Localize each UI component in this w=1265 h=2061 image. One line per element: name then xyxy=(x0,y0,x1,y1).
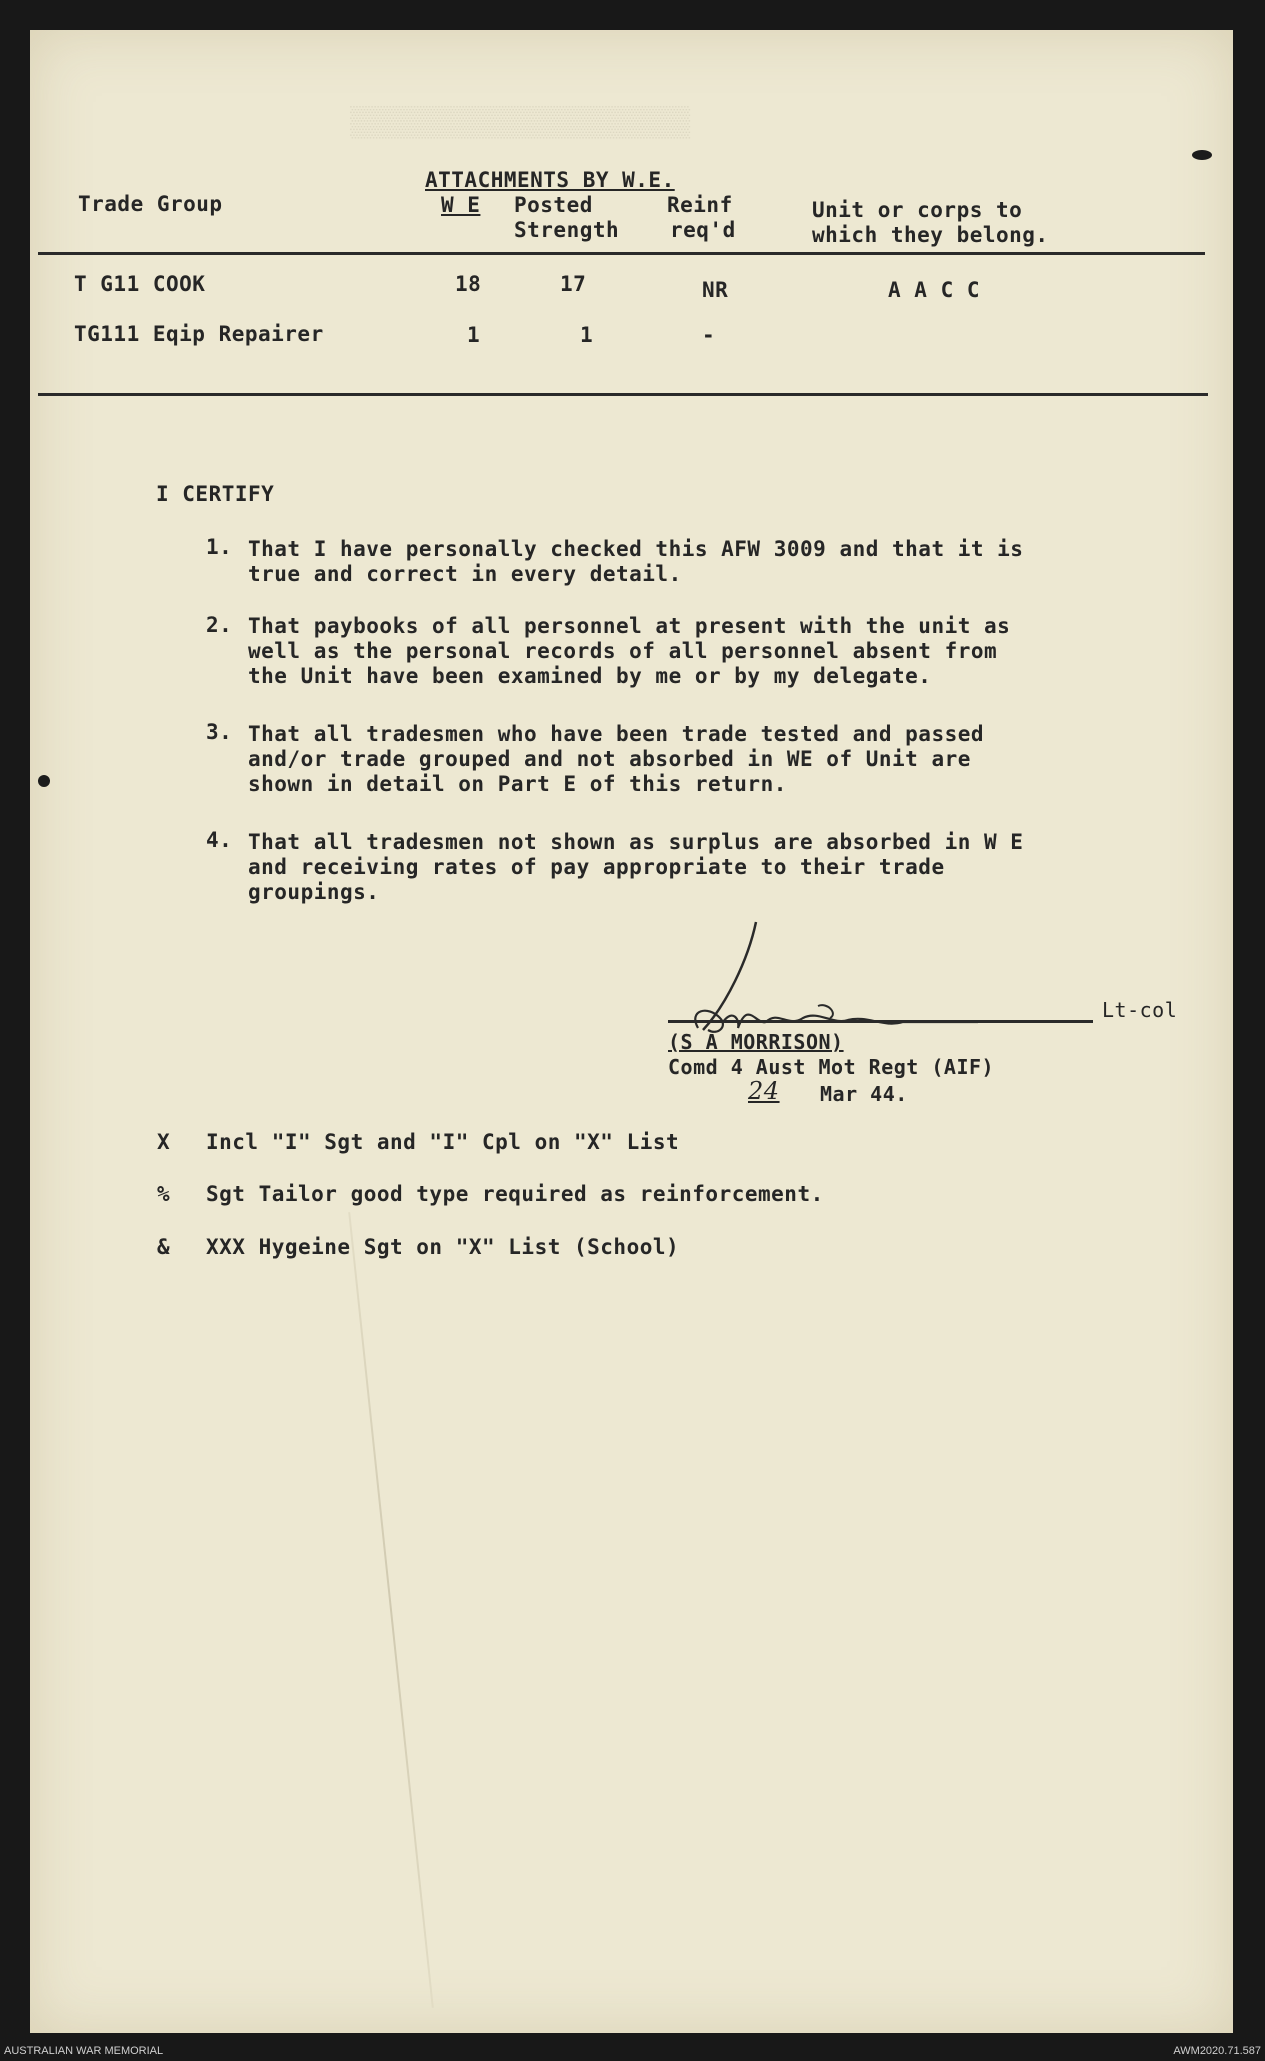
note-text: Incl "I" Sgt and "I" Cpl on "X" List xyxy=(206,1130,680,1154)
item-line: That all tradesmen who have been trade tested and passed xyxy=(248,722,985,746)
item-line: That paybooks of all personnel at present with the unit as xyxy=(248,614,1011,638)
row-1-reinf: NR xyxy=(702,278,729,302)
item-line: the Unit have been examined by me or by my delegate. xyxy=(248,664,932,688)
col-trade-group: Trade Group xyxy=(78,192,223,216)
item-line: That I have personally checked this AFW 3009 and that it is xyxy=(248,537,1024,561)
punch-hole xyxy=(38,775,50,787)
item-line: well as the personal records of all personnel absent from xyxy=(248,639,998,663)
row-1-trade: T G11 COOK xyxy=(74,272,206,296)
row-2-posted: 1 xyxy=(580,323,594,347)
signatory-rank: Lt-col xyxy=(1102,998,1178,1022)
col-unit-1: Unit or corps to xyxy=(812,198,1023,222)
item-number: 2. xyxy=(206,613,233,637)
col-reinf-2: req'd xyxy=(670,218,736,242)
item-line: and/or trade grouped and not absorbed in WE of Unit are xyxy=(248,747,971,771)
note-mark: % xyxy=(157,1182,171,1206)
header-rule xyxy=(38,252,1205,255)
note-text: Sgt Tailor good type required as reinforcement. xyxy=(206,1182,824,1206)
col-we: W E xyxy=(441,193,481,217)
row-1-unit: A A C C xyxy=(888,278,981,302)
row-2-we: 1 xyxy=(467,323,481,347)
col-reinf-1: Reinf xyxy=(667,193,733,217)
show-through-text: ▒▒▒▒▒▒▒▒▒▒▒▒▒▒▒▒ xyxy=(350,105,691,138)
table-bottom-rule xyxy=(38,393,1208,396)
footer-accession-number: AWM2020.71.587 xyxy=(1173,2045,1261,2057)
item-line: shown in detail on Part E of this return. xyxy=(248,772,787,796)
certify-heading: I CERTIFY xyxy=(156,482,275,506)
row-2-reinf: - xyxy=(702,323,716,347)
col-unit-2: which they belong. xyxy=(812,223,1049,247)
item-number: 3. xyxy=(206,720,233,744)
note-text: XXX Hygeine Sgt on "X" List (School) xyxy=(206,1235,680,1259)
item-line: That all tradesmen not shown as surplus are absorbed in W E xyxy=(248,830,1024,854)
row-2-trade: TG111 Eqip Repairer xyxy=(74,322,324,346)
col-posted-2: Strength xyxy=(514,218,620,242)
ink-blot xyxy=(1192,150,1212,160)
item-line: true and correct in every detail. xyxy=(248,562,682,586)
row-1-posted: 17 xyxy=(560,272,587,296)
item-line: and receiving rates of pay appropriate to their trade xyxy=(248,855,945,879)
signatory-name: (S A MORRISON) xyxy=(668,1030,844,1054)
footer-institution: AUSTRALIAN WAR MEMORIAL xyxy=(4,2045,164,2057)
paper-crease xyxy=(348,1212,434,2008)
note-mark: & xyxy=(157,1235,171,1259)
note-mark: X xyxy=(157,1130,171,1154)
item-line: groupings. xyxy=(248,880,380,904)
signatory-appointment: Comd 4 Aust Mot Regt (AIF) xyxy=(668,1055,995,1079)
item-number: 1. xyxy=(206,535,233,559)
col-posted-1: Posted xyxy=(514,193,593,217)
signature-date: Mar 44. xyxy=(820,1082,908,1106)
signature-day: 24 xyxy=(748,1077,780,1105)
section-title: ATTACHMENTS BY W.E. xyxy=(425,168,675,192)
document-page xyxy=(30,30,1233,2033)
row-1-we: 18 xyxy=(455,272,482,296)
item-number: 4. xyxy=(206,828,233,852)
signature-line xyxy=(668,1020,1093,1023)
